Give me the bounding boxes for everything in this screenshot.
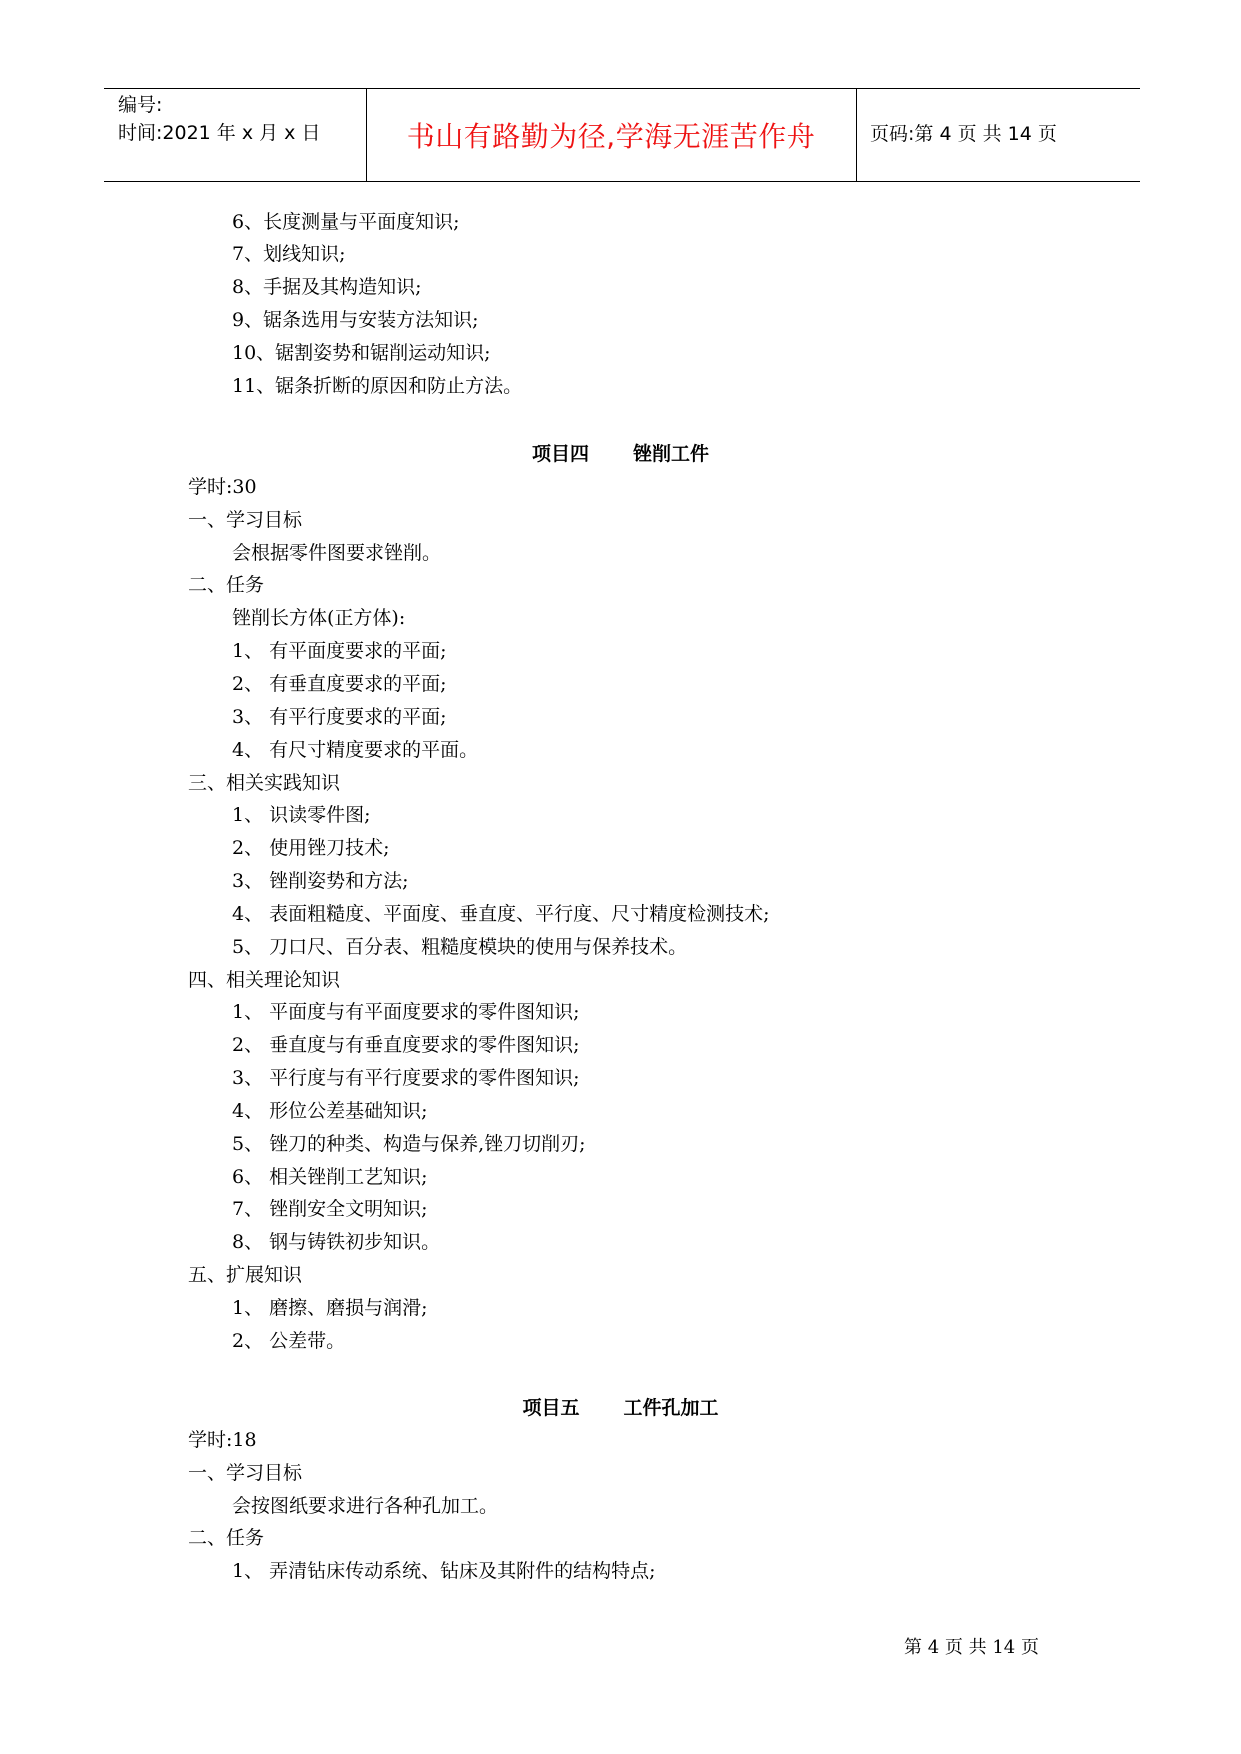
- list-item: 5、 刀口尺、百分表、粗糙度模块的使用与保养技术。: [232, 936, 688, 958]
- section-heading: 二、任务: [188, 1527, 265, 1549]
- list-item: 6、 相关锉削工艺知识;: [232, 1166, 428, 1188]
- list-item: 1、 有平面度要求的平面;: [232, 640, 447, 662]
- project4-title: [0, 441, 1241, 467]
- project4-number: 项目四: [531, 443, 589, 465]
- goal-text: 会按图纸要求进行各种孔加工。: [232, 1495, 499, 1517]
- project5-hours: 学时:18: [188, 1429, 257, 1451]
- project5-number: 项目五: [522, 1397, 580, 1419]
- header-motto: 书山有路勤为径,学海无涯苦作舟: [406, 120, 816, 153]
- goal-text: 会根据零件图要求锉削。: [232, 542, 442, 564]
- project4-name: 锉削工件: [633, 443, 710, 465]
- section-heading: 四、相关理论知识: [188, 969, 341, 991]
- header-page-info: 页码:第 4 页 共 14 页: [870, 123, 1057, 145]
- project4-hours: 学时:30: [188, 476, 257, 498]
- list-item: 3、 有平行度要求的平面;: [232, 706, 447, 728]
- list-item: 7、 锉削安全文明知识;: [232, 1198, 428, 1220]
- time-label: 时间:2021 年 x 月 x 日: [118, 122, 321, 144]
- list-item: 4、 表面粗糙度、平面度、垂直度、平行度、尺寸精度检测技术;: [232, 903, 770, 925]
- section-heading: 三、相关实践知识: [188, 772, 341, 794]
- page-footer: 第 4 页 共 14 页: [904, 1637, 1039, 1658]
- list-item: 2、 有垂直度要求的平面;: [232, 673, 447, 695]
- list-item: 2、 使用锉刀技术;: [232, 837, 390, 859]
- list-item: 7、划线知识;: [232, 243, 346, 265]
- list-item: 2、 公差带。: [232, 1330, 346, 1352]
- list-item: 9、锯条选用与安装方法知识;: [232, 309, 479, 331]
- list-item: 11、锯条折断的原因和防止方法。: [232, 375, 523, 397]
- list-item: 1、 弄清钻床传动系统、钻床及其附件的结构特点;: [232, 1560, 656, 1582]
- project5-name: 工件孔加工: [623, 1397, 719, 1419]
- header-divider: [856, 89, 857, 181]
- list-item: 2、 垂直度与有垂直度要求的零件图知识;: [232, 1034, 580, 1056]
- list-item: 1、 识读零件图;: [232, 804, 371, 826]
- section-heading: 二、任务: [188, 574, 265, 596]
- list-item: 4、 形位公差基础知识;: [232, 1100, 428, 1122]
- list-item: 8、 钢与铸铁初步知识。: [232, 1231, 441, 1253]
- list-item: 3、 锉削姿势和方法;: [232, 870, 409, 892]
- list-item: 10、锯割姿势和锯削运动知识;: [232, 342, 491, 364]
- list-item: 1、 磨擦、磨损与润滑;: [232, 1297, 428, 1319]
- section-heading: 一、学习目标: [188, 1462, 303, 1484]
- page-header: [104, 88, 1140, 182]
- list-item: 6、长度测量与平面度知识;: [232, 211, 460, 233]
- section-heading: 一、学习目标: [188, 509, 303, 531]
- project5-title: [0, 1395, 1241, 1421]
- task-intro: 锉削长方体(正方体):: [232, 607, 406, 629]
- list-item: 4、 有尺寸精度要求的平面。: [232, 739, 479, 761]
- list-item: 3、 平行度与有平行度要求的零件图知识;: [232, 1067, 580, 1089]
- section-heading: 五、扩展知识: [188, 1264, 303, 1286]
- list-item: 5、 锉刀的种类、构造与保养,锉刀切削刃;: [232, 1133, 586, 1155]
- list-item: 1、 平面度与有平面度要求的零件图知识;: [232, 1001, 580, 1023]
- header-left: [118, 91, 320, 147]
- list-item: 8、手据及其构造知识;: [232, 276, 422, 298]
- number-label: 编号:: [118, 94, 163, 116]
